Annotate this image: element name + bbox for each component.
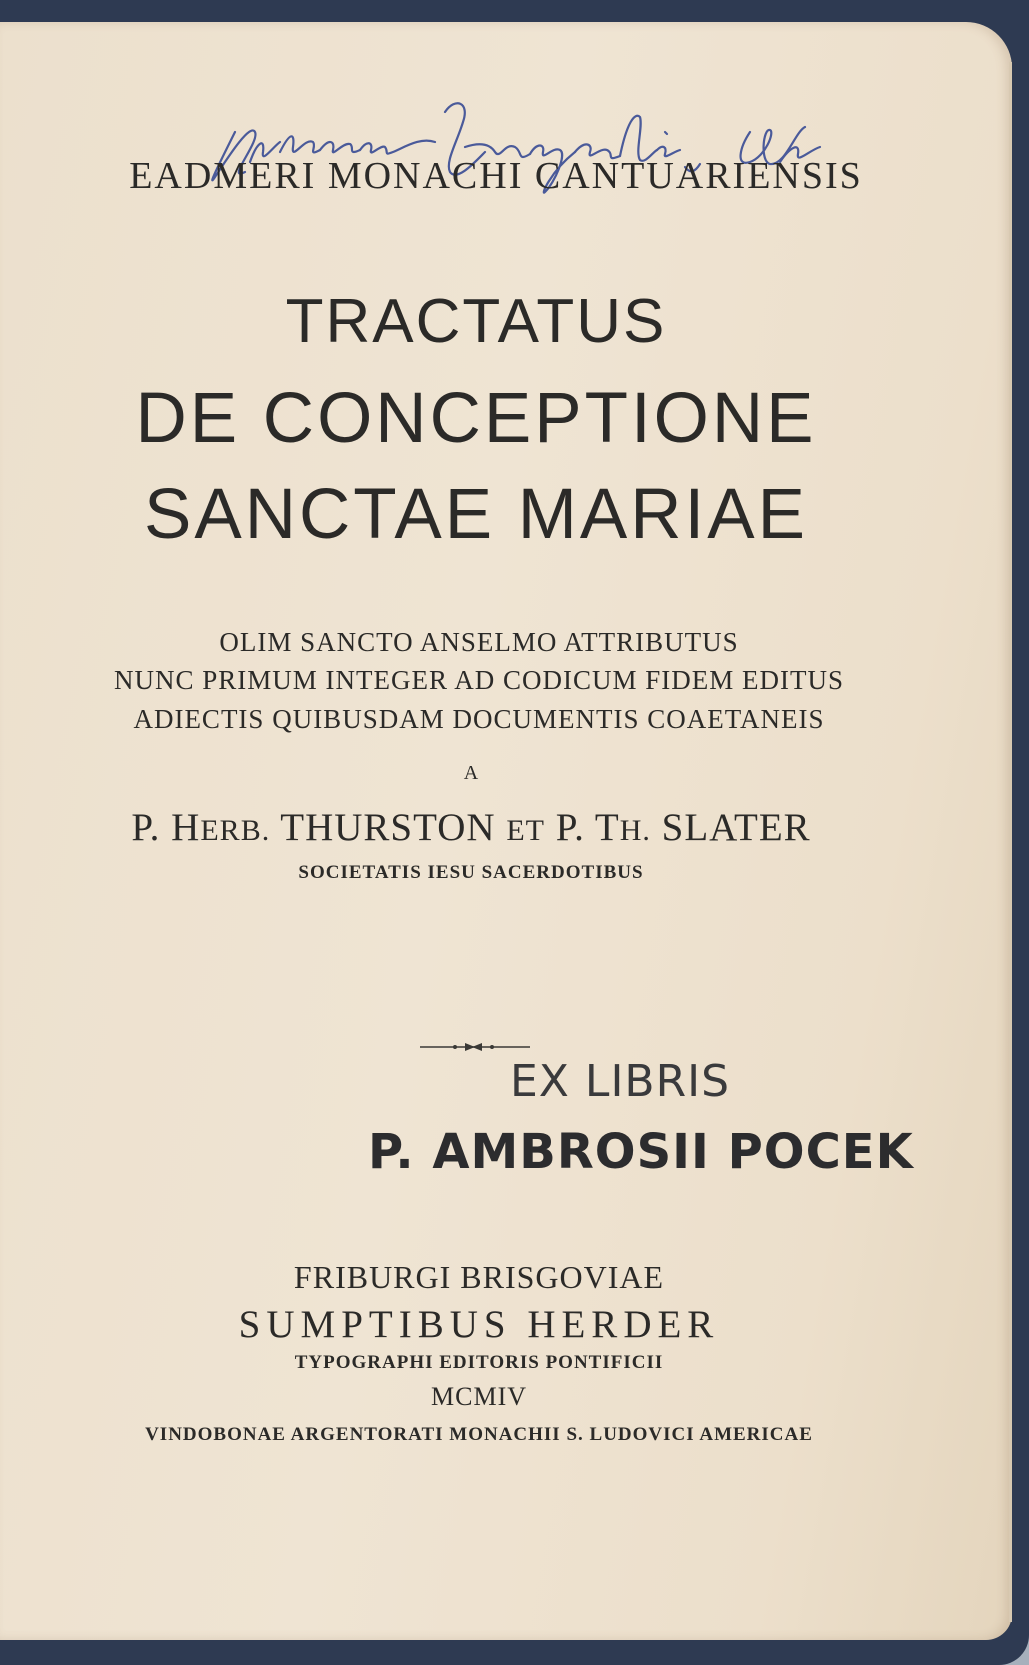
editor1-abbrev: ERB. (200, 814, 271, 847)
editor2-abbrev: H. (619, 814, 651, 847)
author-line: EADMERI MONACHI CANTUARIENSIS (129, 155, 863, 197)
ex-libris-stamp-line-1: EX LIBRIS (510, 1056, 731, 1107)
imprint-place: FRIBURGI BRISGOVIAE (293, 1259, 665, 1295)
societas-line: SOCIETATIS IESU SACERDOTIBUS (298, 862, 644, 883)
subtitle-line-2: NUNC PRIMUM INTEGER AD CODICUM FIDEM EDITUS (113, 665, 845, 695)
imprint-role: TYPOGRAPHI EDITORIS PONTIFICII (294, 1352, 664, 1373)
ornament-divider-icon (420, 1040, 530, 1054)
title-line-2: DE CONCEPTIONE (135, 379, 817, 458)
editors-conjunction: ET (506, 814, 545, 847)
editors-line (0, 805, 977, 850)
title-page (0, 22, 1012, 1640)
editor1-initial: P. H (131, 806, 201, 849)
subtitle-line-3: ADIECTIS QUIBUSDAM DOCUMENTIS COAETANEIS (133, 704, 825, 734)
editor1-name: THURSTON (280, 806, 496, 849)
imprint-publisher: SUMPTIBUS HERDER (238, 1303, 720, 1346)
imprint-branches: VINDOBONAE ARGENTORATI MONACHII S. LUDOVICI AMERICAE (145, 1424, 813, 1445)
title-line-3: SANCTAE MARIAE (143, 475, 808, 554)
by-line: A (463, 762, 479, 784)
title-line-1: TRACTATUS (285, 287, 667, 356)
ex-libris-stamp-line-2: P. AMBROSII POCEK (368, 1124, 914, 1180)
imprint-year: MCMIV (430, 1382, 527, 1411)
subtitle-line-1: OLIM SANCTO ANSELMO ATTRIBUTUS (219, 627, 739, 657)
editor2-initial: P. T (555, 806, 620, 849)
page-edge (1009, 62, 1012, 1622)
editor2-name: SLATER (661, 806, 811, 849)
